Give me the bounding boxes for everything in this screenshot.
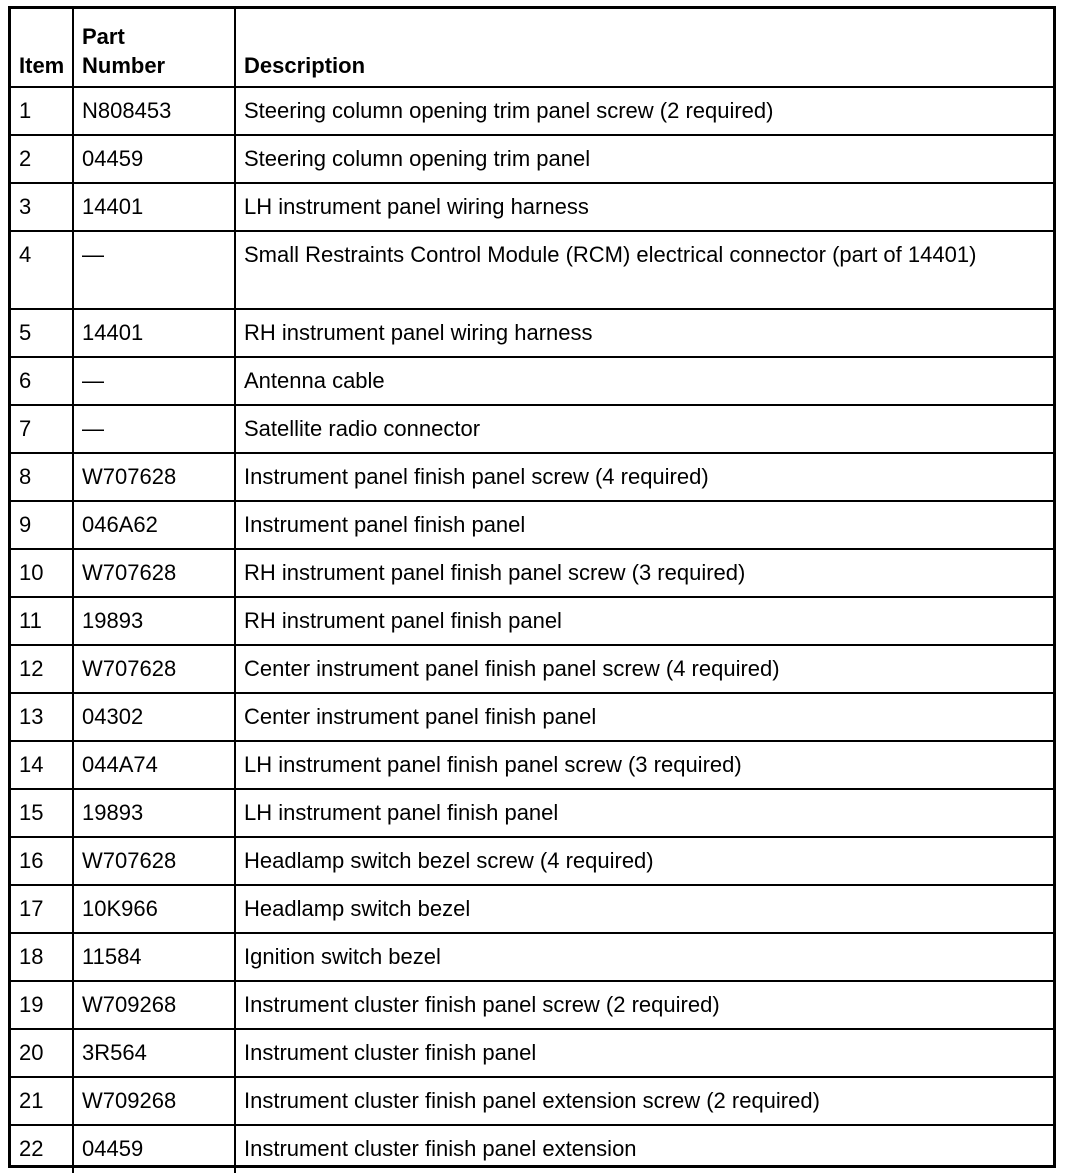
item-cell: 2 bbox=[11, 135, 73, 183]
table-row bbox=[11, 1125, 1053, 1173]
parts-table bbox=[11, 9, 1053, 1173]
table-row bbox=[11, 549, 1053, 597]
item-cell: 6 bbox=[11, 357, 73, 405]
item-cell: 19 bbox=[11, 981, 73, 1029]
part-number-cell: 04302 bbox=[73, 693, 235, 741]
table-row bbox=[11, 309, 1053, 357]
item-cell: 21 bbox=[11, 1077, 73, 1125]
part-number-cell: W707628 bbox=[73, 645, 235, 693]
item-cell: 20 bbox=[11, 1029, 73, 1077]
item-cell: 5 bbox=[11, 309, 73, 357]
parts-table-frame bbox=[8, 6, 1056, 1168]
part-number-cell: 19893 bbox=[73, 597, 235, 645]
table-row bbox=[11, 501, 1053, 549]
item-cell: 22 bbox=[11, 1125, 73, 1173]
table-row bbox=[11, 135, 1053, 183]
description-cell: LH instrument panel wiring harness bbox=[235, 183, 1053, 231]
part-number-cell: 044A74 bbox=[73, 741, 235, 789]
item-cell: 10 bbox=[11, 549, 73, 597]
part-number-cell: W707628 bbox=[73, 837, 235, 885]
item-cell: 4 bbox=[11, 231, 73, 309]
part-number-cell: 04459 bbox=[73, 1125, 235, 1173]
description-cell: Instrument cluster finish panel extension screw (2 required) bbox=[235, 1077, 1053, 1125]
item-cell: 14 bbox=[11, 741, 73, 789]
description-cell: Antenna cable bbox=[235, 357, 1053, 405]
header-part-number bbox=[73, 9, 235, 87]
item-cell: 1 bbox=[11, 87, 73, 135]
table-row bbox=[11, 789, 1053, 837]
description-cell: LH instrument panel finish panel screw (3 required) bbox=[235, 741, 1053, 789]
part-number-cell: 11584 bbox=[73, 933, 235, 981]
description-cell: Steering column opening trim panel screw (2 required) bbox=[235, 87, 1053, 135]
table-header-row bbox=[11, 9, 1053, 87]
header-description bbox=[235, 9, 1053, 87]
description-cell: RH instrument panel finish panel bbox=[235, 597, 1053, 645]
description-cell: Center instrument panel finish panel bbox=[235, 693, 1053, 741]
part-number-cell: 046A62 bbox=[73, 501, 235, 549]
table-row bbox=[11, 885, 1053, 933]
item-cell: 12 bbox=[11, 645, 73, 693]
description-cell: Headlamp switch bezel screw (4 required) bbox=[235, 837, 1053, 885]
header-item bbox=[11, 9, 73, 87]
table-row bbox=[11, 357, 1053, 405]
table-row bbox=[11, 87, 1053, 135]
table-row bbox=[11, 645, 1053, 693]
part-number-cell: W707628 bbox=[73, 549, 235, 597]
table-row bbox=[11, 693, 1053, 741]
header-item-label: Item bbox=[19, 53, 65, 78]
part-number-cell: 19893 bbox=[73, 789, 235, 837]
part-number-cell: 10K966 bbox=[73, 885, 235, 933]
item-cell: 15 bbox=[11, 789, 73, 837]
description-cell: Instrument cluster finish panel bbox=[235, 1029, 1053, 1077]
part-number-cell: W709268 bbox=[73, 1077, 235, 1125]
description-cell: LH instrument panel finish panel bbox=[235, 789, 1053, 837]
part-number-cell: 14401 bbox=[73, 309, 235, 357]
item-cell: 17 bbox=[11, 885, 73, 933]
table-row bbox=[11, 453, 1053, 501]
part-number-cell: — bbox=[73, 357, 235, 405]
item-cell: 9 bbox=[11, 501, 73, 549]
description-cell: Ignition switch bezel bbox=[235, 933, 1053, 981]
table-row bbox=[11, 183, 1053, 231]
description-cell: Instrument panel finish panel screw (4 required) bbox=[235, 453, 1053, 501]
part-number-cell: W709268 bbox=[73, 981, 235, 1029]
header-part-line2: Number bbox=[82, 53, 166, 78]
description-cell: Instrument panel finish panel bbox=[235, 501, 1053, 549]
table-row bbox=[11, 837, 1053, 885]
table-row bbox=[11, 741, 1053, 789]
header-part-line1: Part bbox=[82, 24, 125, 49]
table-row bbox=[11, 933, 1053, 981]
item-cell: 13 bbox=[11, 693, 73, 741]
table-row bbox=[11, 405, 1053, 453]
description-cell: Satellite radio connector bbox=[235, 405, 1053, 453]
item-cell: 18 bbox=[11, 933, 73, 981]
description-cell: Headlamp switch bezel bbox=[235, 885, 1053, 933]
header-description-label: Description bbox=[244, 53, 366, 78]
item-cell: 8 bbox=[11, 453, 73, 501]
part-number-cell: 3R564 bbox=[73, 1029, 235, 1077]
part-number-cell: 14401 bbox=[73, 183, 235, 231]
description-cell: Instrument cluster finish panel extension bbox=[235, 1125, 1053, 1173]
table-row bbox=[11, 597, 1053, 645]
description-cell: RH instrument panel finish panel screw (3 required) bbox=[235, 549, 1053, 597]
description-cell: Small Restraints Control Module (RCM) electrical connector (part of 14401) bbox=[235, 231, 1053, 309]
description-cell: Instrument cluster finish panel screw (2 required) bbox=[235, 981, 1053, 1029]
table-row bbox=[11, 231, 1053, 309]
description-cell: RH instrument panel wiring harness bbox=[235, 309, 1053, 357]
description-cell: Center instrument panel finish panel screw (4 required) bbox=[235, 645, 1053, 693]
part-number-cell: N808453 bbox=[73, 87, 235, 135]
item-cell: 3 bbox=[11, 183, 73, 231]
part-number-cell: 04459 bbox=[73, 135, 235, 183]
description-cell: Steering column opening trim panel bbox=[235, 135, 1053, 183]
item-cell: 16 bbox=[11, 837, 73, 885]
table-row bbox=[11, 1029, 1053, 1077]
item-cell: 11 bbox=[11, 597, 73, 645]
part-number-cell: — bbox=[73, 405, 235, 453]
table-row bbox=[11, 981, 1053, 1029]
part-number-cell: W707628 bbox=[73, 453, 235, 501]
table-row bbox=[11, 1077, 1053, 1125]
item-cell: 7 bbox=[11, 405, 73, 453]
part-number-cell: — bbox=[73, 231, 235, 309]
